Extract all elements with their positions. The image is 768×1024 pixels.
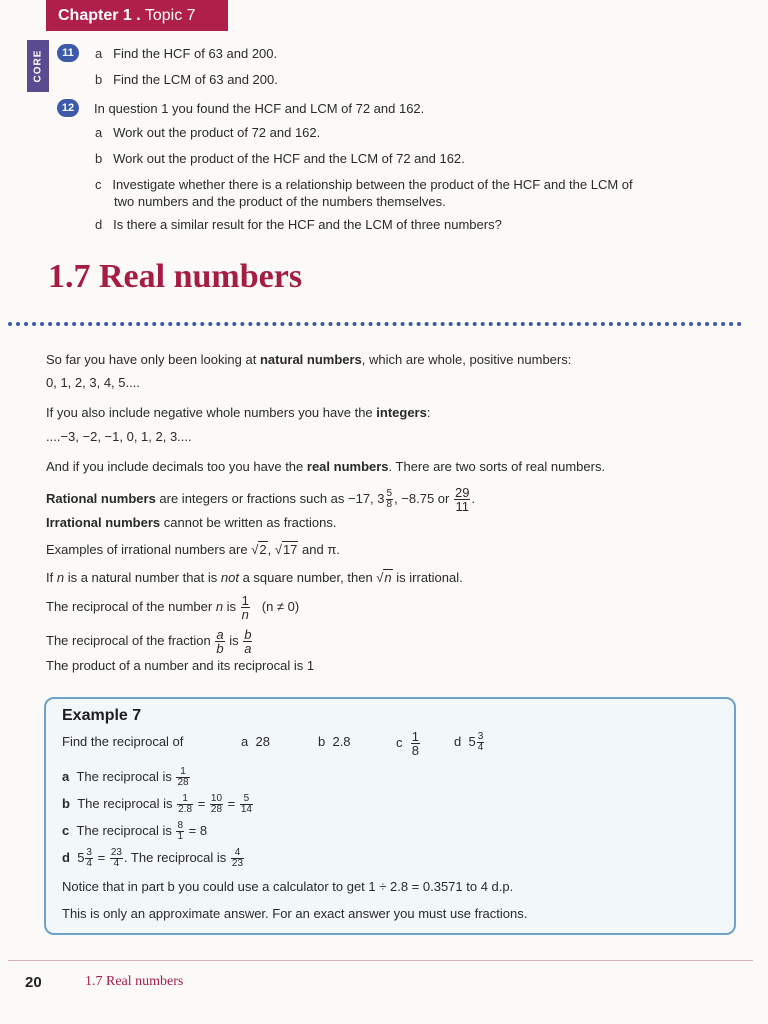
chapter-label: Chapter 1 . — [58, 7, 141, 24]
fraction — [110, 848, 123, 869]
fraction — [231, 848, 244, 869]
paragraph-product: The product of a number and its reciprocal is 1 — [46, 658, 315, 673]
part-value: 2.8 — [332, 734, 351, 749]
question-11b — [95, 71, 278, 89]
example-prompt: Find the reciprocal of — [62, 734, 184, 749]
numerator: b — [244, 627, 252, 642]
term-real-numbers: real numbers — [306, 459, 389, 474]
denominator: b — [216, 641, 224, 656]
topic-label: Topic 7 — [144, 7, 196, 24]
denominator: 23 — [231, 858, 244, 869]
core-side-tab — [27, 40, 49, 92]
denominator: 28 — [210, 804, 223, 815]
example-part-c — [396, 730, 421, 757]
denominator: 2.8 — [178, 804, 193, 815]
part-text: Investigate whether there is a relationship between the product of the HCF and the LCM of — [112, 177, 633, 192]
text: If you also include negative whole numbers you have the — [46, 405, 377, 420]
denominator: 4 — [477, 742, 484, 753]
integers-list: ....−3, −2, −1, 0, 1, 2, 3.... — [46, 429, 192, 444]
text: . The reciprocal is — [123, 849, 230, 865]
answer-label: b — [62, 795, 70, 811]
text: The reciprocal is — [76, 822, 176, 838]
text: The reciprocal of the number — [46, 598, 216, 614]
question-12b — [95, 150, 465, 168]
text: Examples of irrational numbers are — [46, 542, 252, 557]
example-part-a — [241, 733, 270, 751]
paragraph-reciprocal-fraction — [46, 628, 253, 655]
part-text: Is there a similar result for the HCF and the LCM of three numbers? — [113, 217, 502, 232]
question-number-badge: 12 — [57, 99, 79, 117]
fraction — [177, 794, 193, 815]
text: and π. — [298, 542, 340, 557]
numerator: 1 — [241, 593, 249, 608]
question-number-badge: 11 — [57, 44, 79, 62]
text: The reciprocal is — [77, 795, 177, 811]
variable: n — [215, 598, 224, 614]
example-approx: This is only an approximate answer. For an exact answer you must use fractions. — [62, 906, 528, 921]
fraction — [85, 848, 93, 869]
text: : — [426, 405, 431, 420]
term-integers: integers — [376, 405, 427, 420]
whole-number: 5 — [468, 733, 476, 749]
paragraph-integers — [46, 404, 430, 422]
fraction — [241, 594, 250, 621]
numerator: 10 — [210, 793, 223, 804]
answer-label: c — [62, 822, 70, 838]
term-natural-numbers: natural numbers — [259, 352, 362, 367]
fraction — [386, 489, 394, 510]
text: is irrational. — [392, 570, 463, 585]
text: cannot be written as fractions. — [160, 515, 337, 530]
part-text: Find the LCM of 63 and 200. — [113, 72, 278, 87]
page-number: 20 — [25, 974, 42, 991]
part-label: a — [241, 734, 249, 749]
fraction — [176, 821, 184, 842]
denominator: 8 — [411, 743, 419, 758]
question-12c — [95, 176, 633, 194]
denominator: 4 — [113, 858, 120, 869]
example-part-b — [318, 733, 351, 751]
answer-label: a — [62, 768, 70, 784]
part-text: Find the HCF of 63 and 200. — [113, 46, 278, 61]
part-label: a — [95, 46, 103, 61]
part-text: Work out the product of the HCF and the LCM of 72 and 162. — [113, 151, 465, 166]
fraction — [243, 628, 252, 655]
paragraph-square-number: If n is a natural number that is not a square number, then √n is irrational. — [46, 570, 463, 585]
section-divider — [8, 322, 742, 326]
fraction — [454, 486, 470, 513]
denominator: a — [244, 641, 252, 656]
chapter-tab — [46, 0, 228, 31]
part-label: b — [318, 734, 326, 749]
text: are integers or fractions such as −17, 3 — [155, 490, 385, 506]
text: . — [471, 490, 476, 506]
whole-number: 5 — [77, 849, 85, 865]
section-title: 1.7 Real numbers — [48, 258, 303, 295]
question-12c-cont: two numbers and the product of the numbers themselves. — [114, 194, 446, 209]
paragraph-reciprocal-number — [46, 594, 299, 621]
part-label: b — [95, 151, 103, 166]
part-label: c — [95, 177, 102, 192]
paragraph-real-numbers — [46, 458, 605, 476]
fraction — [411, 730, 420, 757]
paragraph-rational — [46, 486, 475, 513]
fraction — [215, 628, 224, 655]
fraction — [176, 767, 189, 788]
denominator: 11 — [455, 499, 469, 514]
fraction — [240, 794, 253, 815]
part-label: c — [396, 734, 403, 750]
core-label: CORE — [32, 49, 44, 83]
paragraph-irrational — [46, 514, 336, 532]
numerator: 5 — [240, 794, 253, 805]
example-title: Example 7 — [62, 707, 142, 724]
text: The reciprocal of the fraction — [46, 632, 215, 648]
term-irrational-numbers: Irrational numbers — [46, 515, 161, 530]
fraction — [477, 732, 485, 753]
part-label: a — [95, 125, 103, 140]
numerator: 23 — [110, 847, 122, 858]
text: . There are two sorts of real numbers. — [388, 459, 606, 474]
example-notice: Notice that in part b you could use a calculator to get 1 ÷ 2.8 = 0.3571 to 4 d.p. — [62, 879, 514, 894]
answer-d — [62, 848, 245, 869]
answer-b — [62, 794, 254, 815]
radicand: 2 — [259, 542, 267, 557]
answer-a — [62, 767, 191, 788]
text: So far you have only been looking at — [46, 352, 260, 367]
numerator: 3 — [477, 731, 484, 742]
text: And if you include decimals too you have the — [46, 459, 307, 474]
equals: = — [93, 849, 109, 865]
question-12-intro: In question 1 you found the HCF and LCM of 72 and 162. — [94, 101, 425, 116]
numerator: 29 — [454, 485, 470, 500]
result: = 8 — [185, 822, 208, 838]
radicand: 17 — [282, 542, 298, 557]
natural-numbers-list: 0, 1, 2, 3, 4, 5.... — [46, 375, 140, 390]
footer-rule — [8, 960, 753, 961]
text: If — [46, 570, 57, 585]
numerator: 3 — [86, 847, 92, 858]
question-12a — [95, 124, 320, 142]
denominator: 1 — [177, 831, 184, 842]
emphasis: not — [220, 570, 239, 585]
text: , −8.75 or — [394, 490, 453, 506]
part-text: Work out the product of 72 and 162. — [113, 125, 321, 140]
text: is — [225, 632, 243, 648]
footer-section-title: 1.7 Real numbers — [85, 974, 184, 989]
numerator: 1 — [176, 767, 189, 778]
equals: = — [194, 795, 209, 811]
text: The reciprocal is — [76, 768, 176, 784]
answer-label: d — [62, 849, 70, 865]
numerator: 5 — [386, 488, 393, 499]
condition: (n ≠ 0) — [261, 598, 300, 614]
fraction — [210, 794, 223, 815]
denominator: 14 — [240, 804, 252, 815]
denominator: 8 — [386, 499, 393, 510]
denominator: 28 — [177, 777, 189, 788]
equals: = — [224, 795, 239, 811]
radicand: n — [384, 570, 392, 585]
text: a square number, then — [238, 570, 377, 585]
paragraph-irrational-examples: Examples of irrational numbers are √2, √17 and π. — [46, 542, 340, 557]
variable: n — [56, 570, 65, 585]
text: is a natural number that is — [64, 570, 221, 585]
numerator: 1 — [177, 794, 193, 805]
part-label: b — [95, 72, 103, 87]
numerator: 4 — [231, 848, 244, 859]
term-rational-numbers: Rational numbers — [46, 490, 156, 506]
question-11a — [95, 45, 277, 63]
numerator: 1 — [411, 729, 419, 744]
part-value: 28 — [255, 734, 270, 749]
numerator: 8 — [177, 820, 184, 831]
denominator: 4 — [86, 858, 92, 869]
text: is — [223, 598, 240, 614]
part-label: d — [95, 217, 103, 232]
part-label: d — [454, 733, 462, 749]
paragraph-natural-numbers — [46, 351, 571, 369]
text: , which are whole, positive numbers: — [361, 352, 572, 367]
numerator: a — [216, 627, 224, 642]
example-part-d — [454, 732, 485, 753]
text: , — [267, 542, 275, 557]
answer-c — [62, 821, 207, 842]
question-12d — [95, 216, 502, 234]
denominator: n — [241, 607, 249, 622]
